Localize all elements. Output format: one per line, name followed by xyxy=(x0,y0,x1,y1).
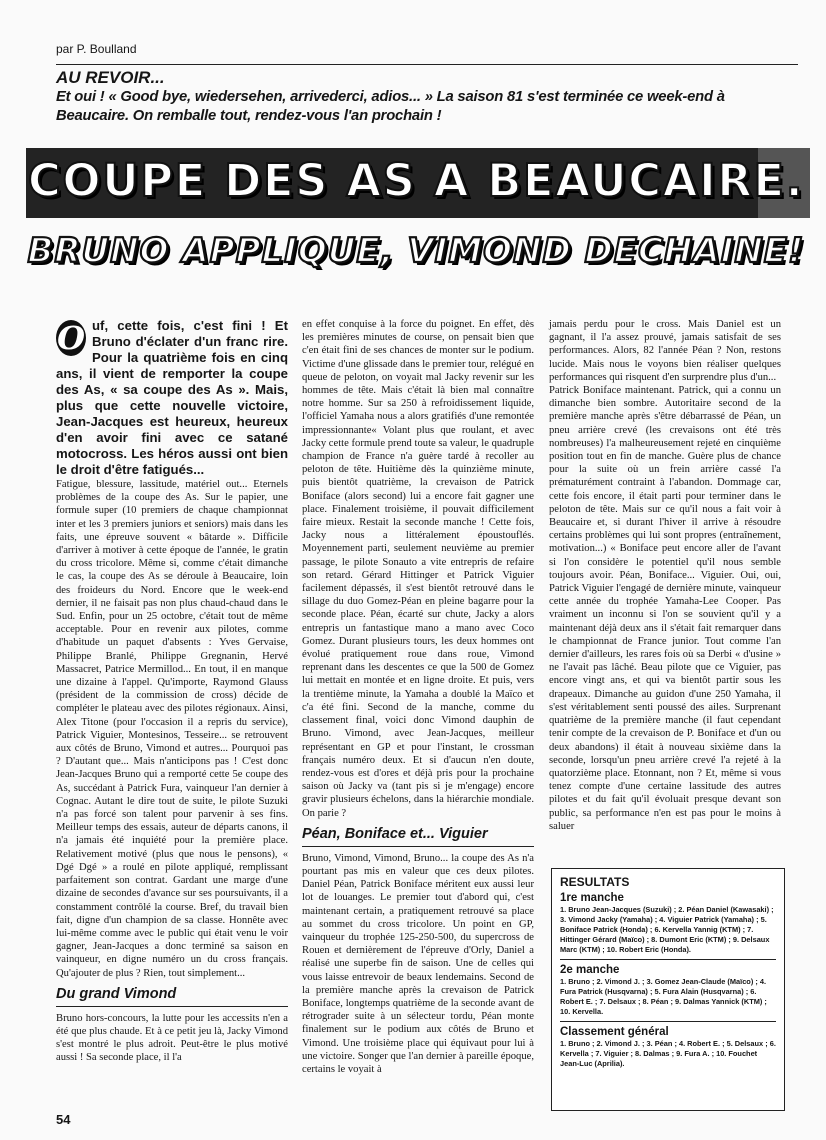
paragraph: en effet conquise à la force du poignet. En effet, dès les premières minutes de course, on pensait bien que c'en était fini de ses chances de monter sur le podium. Victime d'une glissade dans le premier tour, relégué en queue de peloton, on voyait mal Jacky revenir sur les hommes de tête. Mais c'était là bien mal connaître notre homme. Sur sa 250 à refroidissement liquide, l'officiel Yamaha nous a alors gratifiés d'une remontée impressionnante« Volant plus que roulant, et avec Jacky cette formule prend toute sa valeur, le quadruple champion de France n'a guère tardé à recoller au peloton de tête. Huitième dès la quinzième minute, puis bientôt quatrième, la crevaison de Patrick Boniface (alors second) lui a encore fait gagner une place. Finalement troisième, il pouvait difficilement faire mieux. Restait la seconde manche ! Cette fois, Jacky nous a littéralement époustouflés. Moyennement parti, seulement neuvième au premier passage, le pilote Sonauto a vite entrepris de refaire son retard. Gérard Hittinger et Patrick Viguier facilement dépassés, il s'est bientôt retrouvé dans le sillage du duo Gomez-Péan en pleine bagarre pour la seconde place. Péan, écarté sur chute, Jacky a alors entrepris un fantastique mano a mano avec Coco Gomez. Durant plusieurs tours, les deux hommes ont évolué pratiquement roue dans roue, Vimond reprenant dans les descentes ce que la 500 de Gomez lui mettait en montée et en ligne droite. Et puis, vers la trentième minute, la Yamaha a doublé la Maïco et c'a été fini. Second de la manche, comme du classement final, voici donc Vimond dauphin de Bruno. Vimond, avec Jean-Jacques, meilleur représentant en GP et pour l'instant, le crossman français numéro deux. Et si d'aucun n'en doute, rendez-vous est d'ores et déjà pris pour la prochaine saison où Jacky va (tant pis si je m'engage) encore gravir plusieurs échelons, dans la hiérarchie mondiale. On parie ? xyxy=(302,319,534,819)
results-heat-1-title: 1re manche xyxy=(560,892,624,904)
article-column-2 xyxy=(302,318,534,1076)
section-heading: Du grand Vimond xyxy=(56,986,288,1007)
paragraph: Fatigue, blessure, lassitude, matériel out... Eternels problèmes de la coupe des As. Sur le papier, une formule super (10 premiers de chaque championnat inter et les 3 premiers juniors et seniors) mais dans les faits, une épreuve souvent « bâtarde ». Difficile d'arriver à motiver à cette époque de l'année, le gratin du cross tricolore. Même si, comme c'était dimanche le cas, la coupe des As se déroule à Beaucaire, loin des froideurs du Nord. Encore que le week-end dernier, il ne faisait pas non plus chaud-chaud dans le Sud. Enfin, pour un 25 octobre, c'était tout de même acceptable. Pour en revenir aux pilotes, comme d'habitude un paquet d'absents : Yves Gervaise, Philippe Branlé, Philippe Gregnanin, Hervé Massacret, Patrice Mermillod... En tout, il en manque une dizaine à l'appel. Qu'importe, Raymond Glauss (président de la commission de cross) décide de compléter le plateau avec des pilotes régionaux. Ainsi, Alex Titone (pour l'occasion il a repris du service), Patrick Viguier, Montesinos, Tesseire... se retrouvent aux côtés de Bruno, Vimond et autres... Pourquoi pas ? D'autant que... Mais n'anticipons pas ! C'est donc Jean-Jacques Bruno qui a remporté cette 5e coupe des As, succédant à Patrick Fura, vainqueur l'an dernier à Cognac. Autant le dire tout de suite, le pilote Suzuki n'a pas forcé son talent pour parvenir à ses fins. Meilleur temps des essais, auteur de départs canons, il n'a jamais été inquiété pour la première place. Relativement motivé (plus que nous le pensons), « Dgé Dgé » a roulé en pilote appliqué, remplissant parfaitement son contrat. Gardant une marge d'une dizaine de secondes d'avance sur ses poursuivants, il a constamment contrôlé la course. Bref, du travail bien fait, digne d'un champion de sa classe. Honnête avec lui-même comme avec le public qui était venu le voir gagner, Jean-Jacques a donc terminé sa saison en vainqueur, en digne numéro un du cross français. Qu'ajouter de plus ? Rien, tout simplement... xyxy=(56,479,288,979)
results-heat-1: 1. Bruno Jean-Jacques (Suzuki) ; 2. Péan Daniel (Kawasaki) ; 3. Vimond Jacky (Yamaha) ; 4. Viguier Patrick (Yamaha) ; 5. Boniface Patrick (Honda) ; 6. Kervella Yannig (KTM) ; 7. Hittinger Gérard (Maïco) ; 8. Dumont Eric (KTM) ; 9. Delsaux Marc (KTM) ; 10. Robert Eric (Honda). xyxy=(560,905,774,954)
subheadline: BRUNO APPLIQUE, VIMOND DECHAINE! xyxy=(27,231,805,271)
lead-paragraph: uf, cette fois, c'est fini ! Et Bruno d'éclater d'un franc rire. Pour la quatrième fois en cinq ans, il vient de remporter la coupe des As, « sa coupe des As ». Mais, plus que cette nouvelle victoire, Jean-Jacques est heureux, heureux d'en avoir fini avec ce satané motocross. Les héros aussi ont bien le droit d'être fatigués... xyxy=(56,318,288,477)
results-box xyxy=(551,868,785,1111)
intro xyxy=(56,68,796,126)
results-overall: 1. Bruno ; 2. Vimond J. ; 3. Péan ; 4. Robert E. ; 5. Delsaux ; 6. Kervella ; 7. Viguier ; 8. Dalmas ; 9. Fura A. ; 10. Fouchet Jean-Luc (Aprilia). xyxy=(560,1039,776,1068)
drop-cap: O xyxy=(57,319,85,357)
section-heading: Péan, Boniface et... Viguier xyxy=(302,826,534,847)
intro-kicker: AU REVOIR... xyxy=(56,68,165,87)
paragraph: jamais perdu pour le cross. Mais Daniel est un gagnant, il l'a assez prouvé, jamais satisfait de ses performances. Alors, 82 l'année Péan ? Non, restons lucide. Mais nous le voyons bien réaliser quelques performances qui risquent d'en surprendre plus d'un... xyxy=(549,319,781,383)
paragraph: Patrick Boniface maintenant. Patrick, qui a connu un dimanche bien sombre. Autoritaire second de la première manche après s'être débarrassé de Péan, un pneu arrière crevé (les crevaisons ont été très nombreuses) l'a malheureusement rejeté en cinquième position tout en fin de manche. Guère plus de chance pour la suite où un frein arrière cassé l'a prématurément contraint à l'abandon. Dommage car, cette fois encore, il était parti pour terminer dans le peloton de tête. Mais sur ce qu'il nous a fait voir à Beaucaire et, si durant l'hiver il arrive à résoudre certains problèmes qui lui sont propres (entraînement, motivation...) « Boniface peut encore aller de l'avant si l'on considère le potentiel qu'il nous semble toujours avoir. Péan, Boniface... Viguier. Oui, oui, Patrick Viguier l'engagé de dernière minute, vainqueur cette année du trophée Yamaha-Lee Cooper. Pas vraiment un inconnu si l'on se souvient qu'il y a maintenant déjà deux ans il s'était fait remarquer dans le championnat de France junior. Tout comme l'an dernier d'ailleurs, les rares fois où sa Derbi « d'usine » ne l'avait pas lâché. Beau pilote que ce Viguier, pas encore vingt ans, et qui va bientôt partir sous les drapeaux. Dimanche au guidon d'une 250 Yamaha, il s'est véritablement senti poussé des ailes. Surprenant quatrième de la première manche (il faut cependant tenir compte de la crevaison de P. Boniface et d'un ou deux abandons) il était à nouveau sixième dans la seconde, lorsqu'un pneu arrière crevé l'a rejeté à la quatorzième place. Etonnant, non ? Et, même si vous tenez compte d'une certaine lassitude des autres pilotes et du fait qu'il évoluait presque devant son public, sa performance n'en est pas pour le moins à saluer xyxy=(549,385,781,832)
page-number: 54 xyxy=(56,1112,71,1127)
paragraph: Bruno hors-concours, la lutte pour les accessits n'en a été que plus chaude. Et à ce petit jeu là, Jacky Vimond s'est montré le plus adroit. Peut-être le plus motivé aussi ! Sa seconde place, il l'a xyxy=(56,1012,288,1064)
top-rule xyxy=(56,64,798,65)
results-divider xyxy=(560,959,776,960)
results-divider xyxy=(560,1021,776,1022)
article-column-1 xyxy=(56,318,288,1065)
byline: par P. Boulland xyxy=(56,42,137,56)
results-overall-title: Classement général xyxy=(560,1026,669,1038)
results-heat-2: 1. Bruno ; 2. Vimond J. ; 3. Gomez Jean-Claude (Maïco) ; 4. Fura Patrick (Husqvarna) ; 5. Fura Alain (Husqvarna) ; 6. Robert E. ; 7. Delsaux ; 8. Péan ; 9. Dalmas Yannick (KTM) ; 10. Kervella. xyxy=(560,977,767,1016)
headline: COUPE DES AS A BEAUCAIRE. xyxy=(27,154,805,207)
article-column-3 xyxy=(549,318,781,833)
results-heat-2-title: 2e manche xyxy=(560,964,620,976)
paragraph: Bruno, Vimond, Vimond, Bruno... la coupe des As n'a pourtant pas mis en valeur que ces deux pilotes. Daniel Péan, Patrick Boniface méritent eux aussi leur lot de louanges. Le premier tout d'abord qui, c'est maintenant certain, a pratiquement retrouvé sa place au sommet du cross tricolore. Un point en GP, vainqueur du trophée 125-250-500, du supercross de Rouen et dernièrement de l'épreuve d'Orly, Daniel a réalisé une superbe fin de saison. Une de celles qui vous laisse entrevoir de beaux lendemains. Second de la première manche après la crevaison de Patrick Boniface, longtemps quatrième de la seconde avant de rétrograder suite à un sélecteur tordu, Péan monte finalement sur le podium aux côtés de Bruno et Vimond. Une troisième place qui équivaut pour lui à une victoire. Songer que l'an dernier à pareille époque, certains le voyait à xyxy=(302,852,534,1075)
intro-dek: Et oui ! « Good bye, wiedersehen, arrivederci, adios... » La saison 81 s'est terminée ce week-end à Beaucaire. On remballe tout, rendez-vous l'an prochain ! xyxy=(56,89,725,124)
results-title: RESULTATS xyxy=(560,875,630,889)
